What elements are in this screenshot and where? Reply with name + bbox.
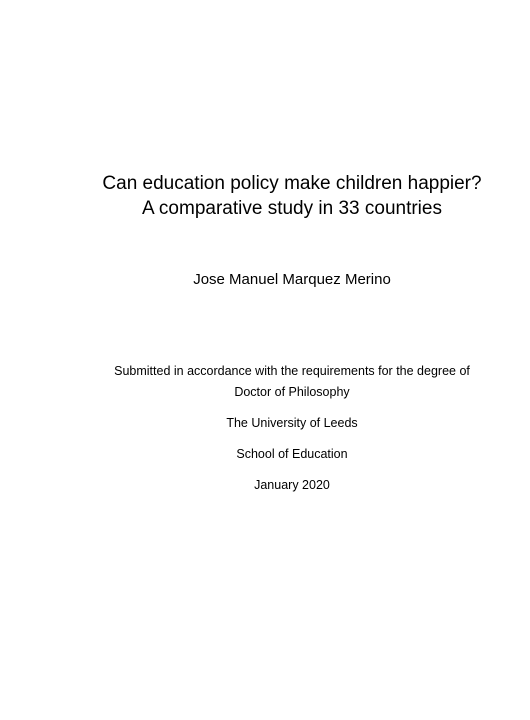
thesis-title-line-1: Can education policy make children happier? [102, 173, 482, 194]
school-name: School of Education [236, 447, 348, 461]
thesis-title-line-2: A comparative study in 33 countries [142, 198, 442, 219]
degree-name: Doctor of Philosophy [234, 385, 350, 399]
submission-date: January 2020 [254, 478, 330, 492]
university-name: The University of Leeds [226, 416, 358, 430]
submission-statement: Submitted in accordance with the requirements for the degree of [114, 364, 470, 378]
author-name: Jose Manuel Marquez Merino [193, 271, 391, 288]
